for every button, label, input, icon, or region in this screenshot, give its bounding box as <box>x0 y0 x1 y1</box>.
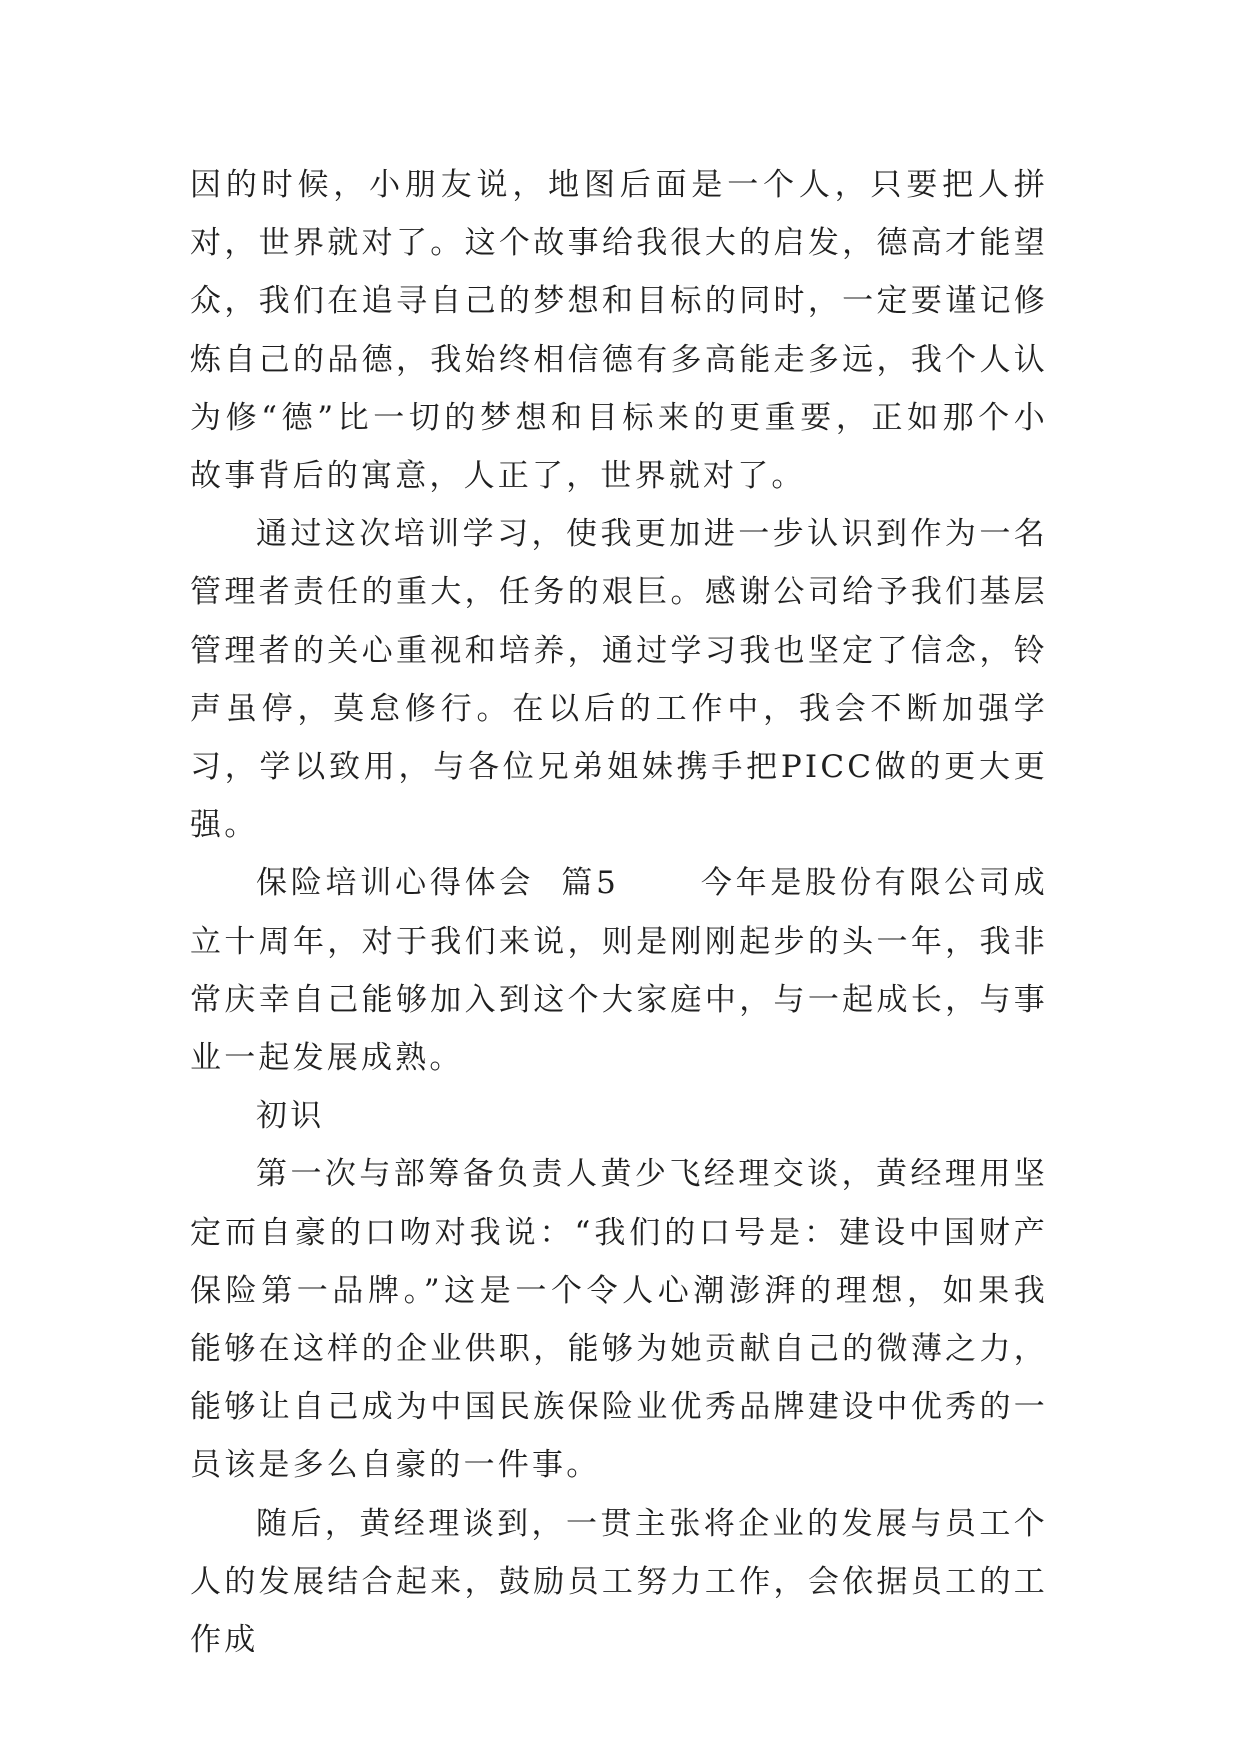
paragraph-section-5-intro: 保险培训心得体会 篇5 今年是股份有限公司成立十周年，对于我们来说，则是刚刚起步的头一年，我非常庆幸自己能够加入到这个大家庭中，与一起成长，与事业一起发展成熟。 <box>190 865 1048 1077</box>
section-heading-first-impression: 初识 <box>256 1098 325 1135</box>
paragraph-training-reflection: 通过这次培训学习，使我更加进一步认识到作为一名管理者责任的重大，任务的艰巨。感谢公司给予我们基层管理者的关心重视和培养，通过学习我也坚定了信念，铃声虽停，莫怠修行。在以后的工作中，我会不断加强学习，学以致用，与各位兄弟姐妹携手把PICC做的更大更强。 <box>190 516 1048 844</box>
document-body <box>190 156 1048 1669</box>
paragraph-continued-story: 因的时候，小朋友说，地图后面是一个人，只要把人拼对，世界就对了。这个故事给我很大的启发，德高才能望众，我们在追寻自己的梦想和目标的同时，一定要谨记修炼自己的品德，我始终相信德有多高能走多远，我个人认为修“德”比一切的梦想和目标来的更重要，正如那个小故事背后的寓意，人正了，世界就对了。 <box>190 167 1048 495</box>
paragraph-company-philosophy: 随后，黄经理谈到，一贯主张将企业的发展与员工个人的发展结合起来，鼓励员工努力工作，会依据员工的工作成 <box>190 1505 1048 1659</box>
paragraph-first-conversation: 第一次与部筹备负责人黄少飞经理交谈，黄经理用坚定而自豪的口吻对我说：“我们的口号是：建设中国财产保险第一品牌。”这是一个令人心潮澎湃的理想，如果我能够在这样的企业供职，能够为她贡献自己的微薄之力，能够让自己成为中国民族保险业优秀品牌建设中优秀的一员该是多么自豪的一件事。 <box>190 1156 1048 1484</box>
